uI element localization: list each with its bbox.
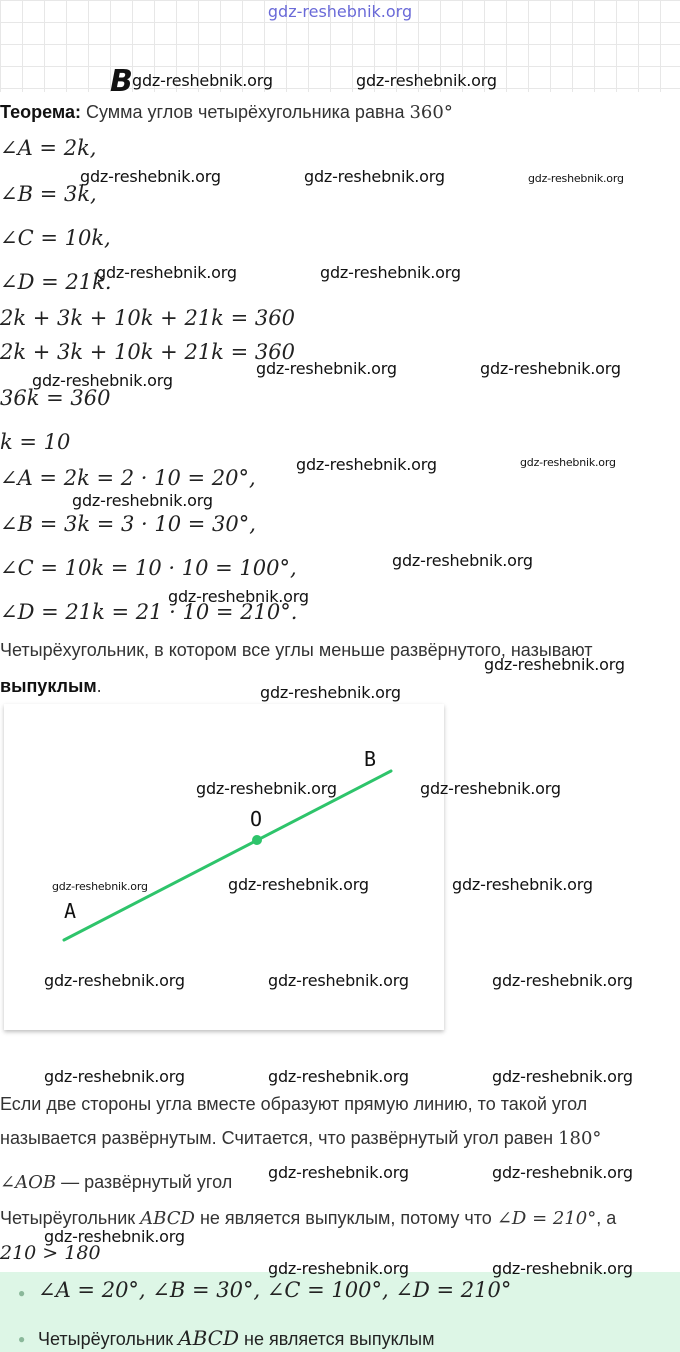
watermark: gdz-reshebnik.org [52, 880, 148, 893]
aob-line: ∠AOB — развёрнутый угол [0, 1172, 233, 1193]
answer-block [0, 1272, 680, 1352]
watermark: gdz-reshebnik.org [96, 263, 237, 282]
watermark: gdz-reshebnik.org [32, 371, 173, 390]
watermark: gdz-reshebnik.org [132, 71, 273, 90]
result-b: ∠B = 3k = 3 · 10 = 30°, [0, 512, 256, 536]
header-letter: B [110, 64, 133, 99]
convex-definition-line2: выпуклым. [0, 676, 102, 696]
label-o: O [250, 807, 263, 831]
theorem-text: Сумма углов четырёхугольника равна [85, 102, 405, 122]
watermark: gdz-reshebnik.org [528, 172, 624, 185]
equation-sum-repeat: 2k + 3k + 10k + 21k = 360 [0, 340, 295, 364]
watermark: gdz-reshebnik.org [304, 167, 445, 186]
watermark: gdz-reshebnik.org [268, 1163, 409, 1182]
given-b: ∠B = 3k, [0, 182, 97, 206]
given-c: ∠C = 10k, [0, 226, 111, 250]
theorem-value: 360° [409, 102, 453, 123]
watermark: gdz-reshebnik.org [44, 1067, 185, 1086]
label-b: B [364, 747, 377, 771]
theorem-line [0, 102, 453, 123]
watermark: gdz-reshebnik.org [268, 1259, 409, 1278]
watermark: gdz-reshebnik.org [268, 1067, 409, 1086]
equation-k: k = 10 [0, 430, 71, 454]
watermark: gdz-reshebnik.org [72, 491, 213, 510]
watermark: gdz-reshebnik.org [492, 1067, 633, 1086]
result-a: ∠A = 2k = 2 · 10 = 20°, [0, 466, 256, 490]
watermark: gdz-reshebnik.org [228, 875, 369, 894]
bullet-icon: ● [18, 1332, 26, 1346]
given-d: ∠D = 21k. [0, 270, 112, 294]
watermark: gdz-reshebnik.org [492, 1163, 633, 1182]
watermark: gdz-reshebnik.org [492, 971, 633, 990]
watermark: gdz-reshebnik.org [484, 655, 625, 674]
convex-term: выпуклым [0, 676, 97, 696]
watermark: gdz-reshebnik.org [44, 971, 185, 990]
result-d: ∠D = 21k = 21 · 10 = 210°. [0, 600, 298, 624]
watermark: gdz-reshebnik.org [420, 779, 561, 798]
watermark: gdz-reshebnik.org [320, 263, 461, 282]
watermark: gdz-reshebnik.org [260, 683, 401, 702]
point-o [252, 835, 262, 845]
theorem-label: Теорема: [0, 102, 81, 122]
watermark: gdz-reshebnik.org [268, 971, 409, 990]
watermark: gdz-reshebnik.org [168, 587, 309, 606]
watermark: gdz-reshebnik.org [196, 779, 337, 798]
label-a: A [64, 899, 77, 923]
answer-item-angles: ∠A = 20°, ∠B = 30°, ∠C = 100°, ∠D = 210° [38, 1278, 512, 1302]
site-title[interactable]: gdz-reshebnik.org [267, 2, 413, 21]
straight-angle-line2: называется развёрнутым. Считается, что развёрнутый угол равен 180° [0, 1128, 602, 1149]
watermark: gdz-reshebnik.org [492, 1259, 633, 1278]
given-a: ∠A = 2k, [0, 136, 97, 160]
watermark: gdz-reshebnik.org [452, 875, 593, 894]
answer-item-convexity: Четырёугольник ABCD не является выпуклым [38, 1326, 435, 1350]
watermark: gdz-reshebnik.org [296, 455, 437, 474]
bullet-icon: ● [18, 1286, 26, 1300]
conclusion-inequality: 210 > 180 [0, 1242, 101, 1264]
convex-definition-line1: Четырёхугольник, в котором все углы меньше развёрнутого, называют [0, 640, 593, 660]
watermark: gdz-reshebnik.org [480, 359, 621, 378]
equation-36k: 36k = 360 [0, 386, 111, 410]
equation-sum: 2k + 3k + 10k + 21k = 360 [0, 306, 295, 330]
straight-angle-line1: Если две стороны угла вместе образуют прямую линию, то такой угол [0, 1094, 588, 1114]
result-c: ∠C = 10k = 10 · 10 = 100°, [0, 556, 297, 580]
watermark: gdz-reshebnik.org [80, 167, 221, 186]
watermark: gdz-reshebnik.org [520, 456, 616, 469]
watermark: gdz-reshebnik.org [44, 1227, 185, 1246]
conclusion-line1: Четырёугольник ABCD не является выпуклым, потому что ∠D = 210°, а [0, 1208, 617, 1229]
watermark: gdz-reshebnik.org [256, 359, 397, 378]
watermark: gdz-reshebnik.org [392, 551, 533, 570]
watermark: gdz-reshebnik.org [356, 71, 497, 90]
